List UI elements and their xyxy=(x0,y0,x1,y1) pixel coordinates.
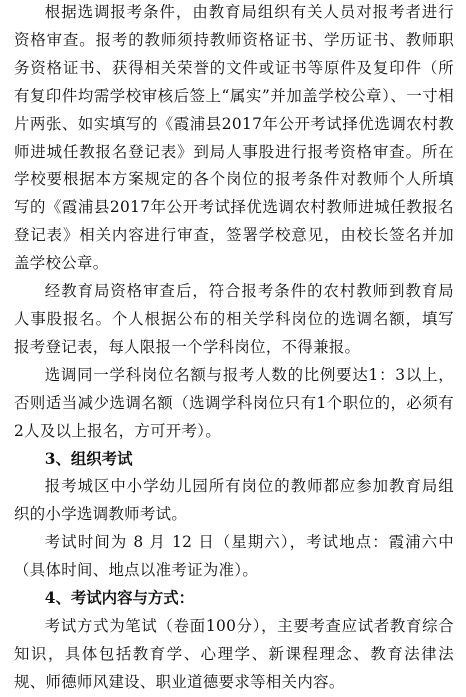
paragraph-registration: 经教育局资格审查后，符合报考条件的农村教师到教育局人事股报名。个人根据公布的相关学科岗位的选调名额，填写报考登记表，每人限报一个学科岗位，不得兼报。 xyxy=(14,282,454,356)
section-heading-organize-exam: 3、组织考试 xyxy=(44,449,133,468)
paragraph-exam-time-location: 考试时间为 8 月 12 日（星期六），考试地点：霞浦六中（具体时间、地点以准考证为准）。 xyxy=(14,533,454,580)
paragraph-exam-participants: 报考城区中小学幼儿园所有岗位的教师都应参加教育局组织的小学选调教师考试。 xyxy=(14,477,454,524)
paragraph-qualification-review: 根据选调报考条件，由教育局组织有关人员对报考者进行资格审查。报考的教师须持教师资格证书、学历证书、教师职务资格证书、获得相关荣誉的文件或证书等原件及复印件（所有复印件均需学校审核后签上“属实”并加盖学校公章）、一寸相片两张、如实填写的《霞浦县2017年公开考试择优选调农村教师进城任教报名登记表》到局人事股进行报考资格审查。所在学校要根据本方案规定的各个岗位的报考条件对教师个人所填写的《霞浦县2017年公开考试择优选调农村教师进城任教报名登记表》相关内容进行审查，签署学校意见，由校长签名并加盖学校公章。 xyxy=(14,3,454,273)
paragraph-ratio-requirement: 选调同一学科岗位名额与报考人数的比例要达1：3以上，否则适当减少选调名额（选调学科岗位只有1个职位的，必须有2人及以上报名，方可开考）。 xyxy=(14,365,454,440)
paragraph-exam-content: 考试方式为笔试（卷面100分），主要考查应试者教育综合知识，具体包括教育学、心理学、新课程理念、教育法律法规、师德师风建设、职业道德要求等相关内容。 xyxy=(14,616,454,691)
section-heading-exam-content: 4、考试内容与方式： xyxy=(44,589,195,608)
